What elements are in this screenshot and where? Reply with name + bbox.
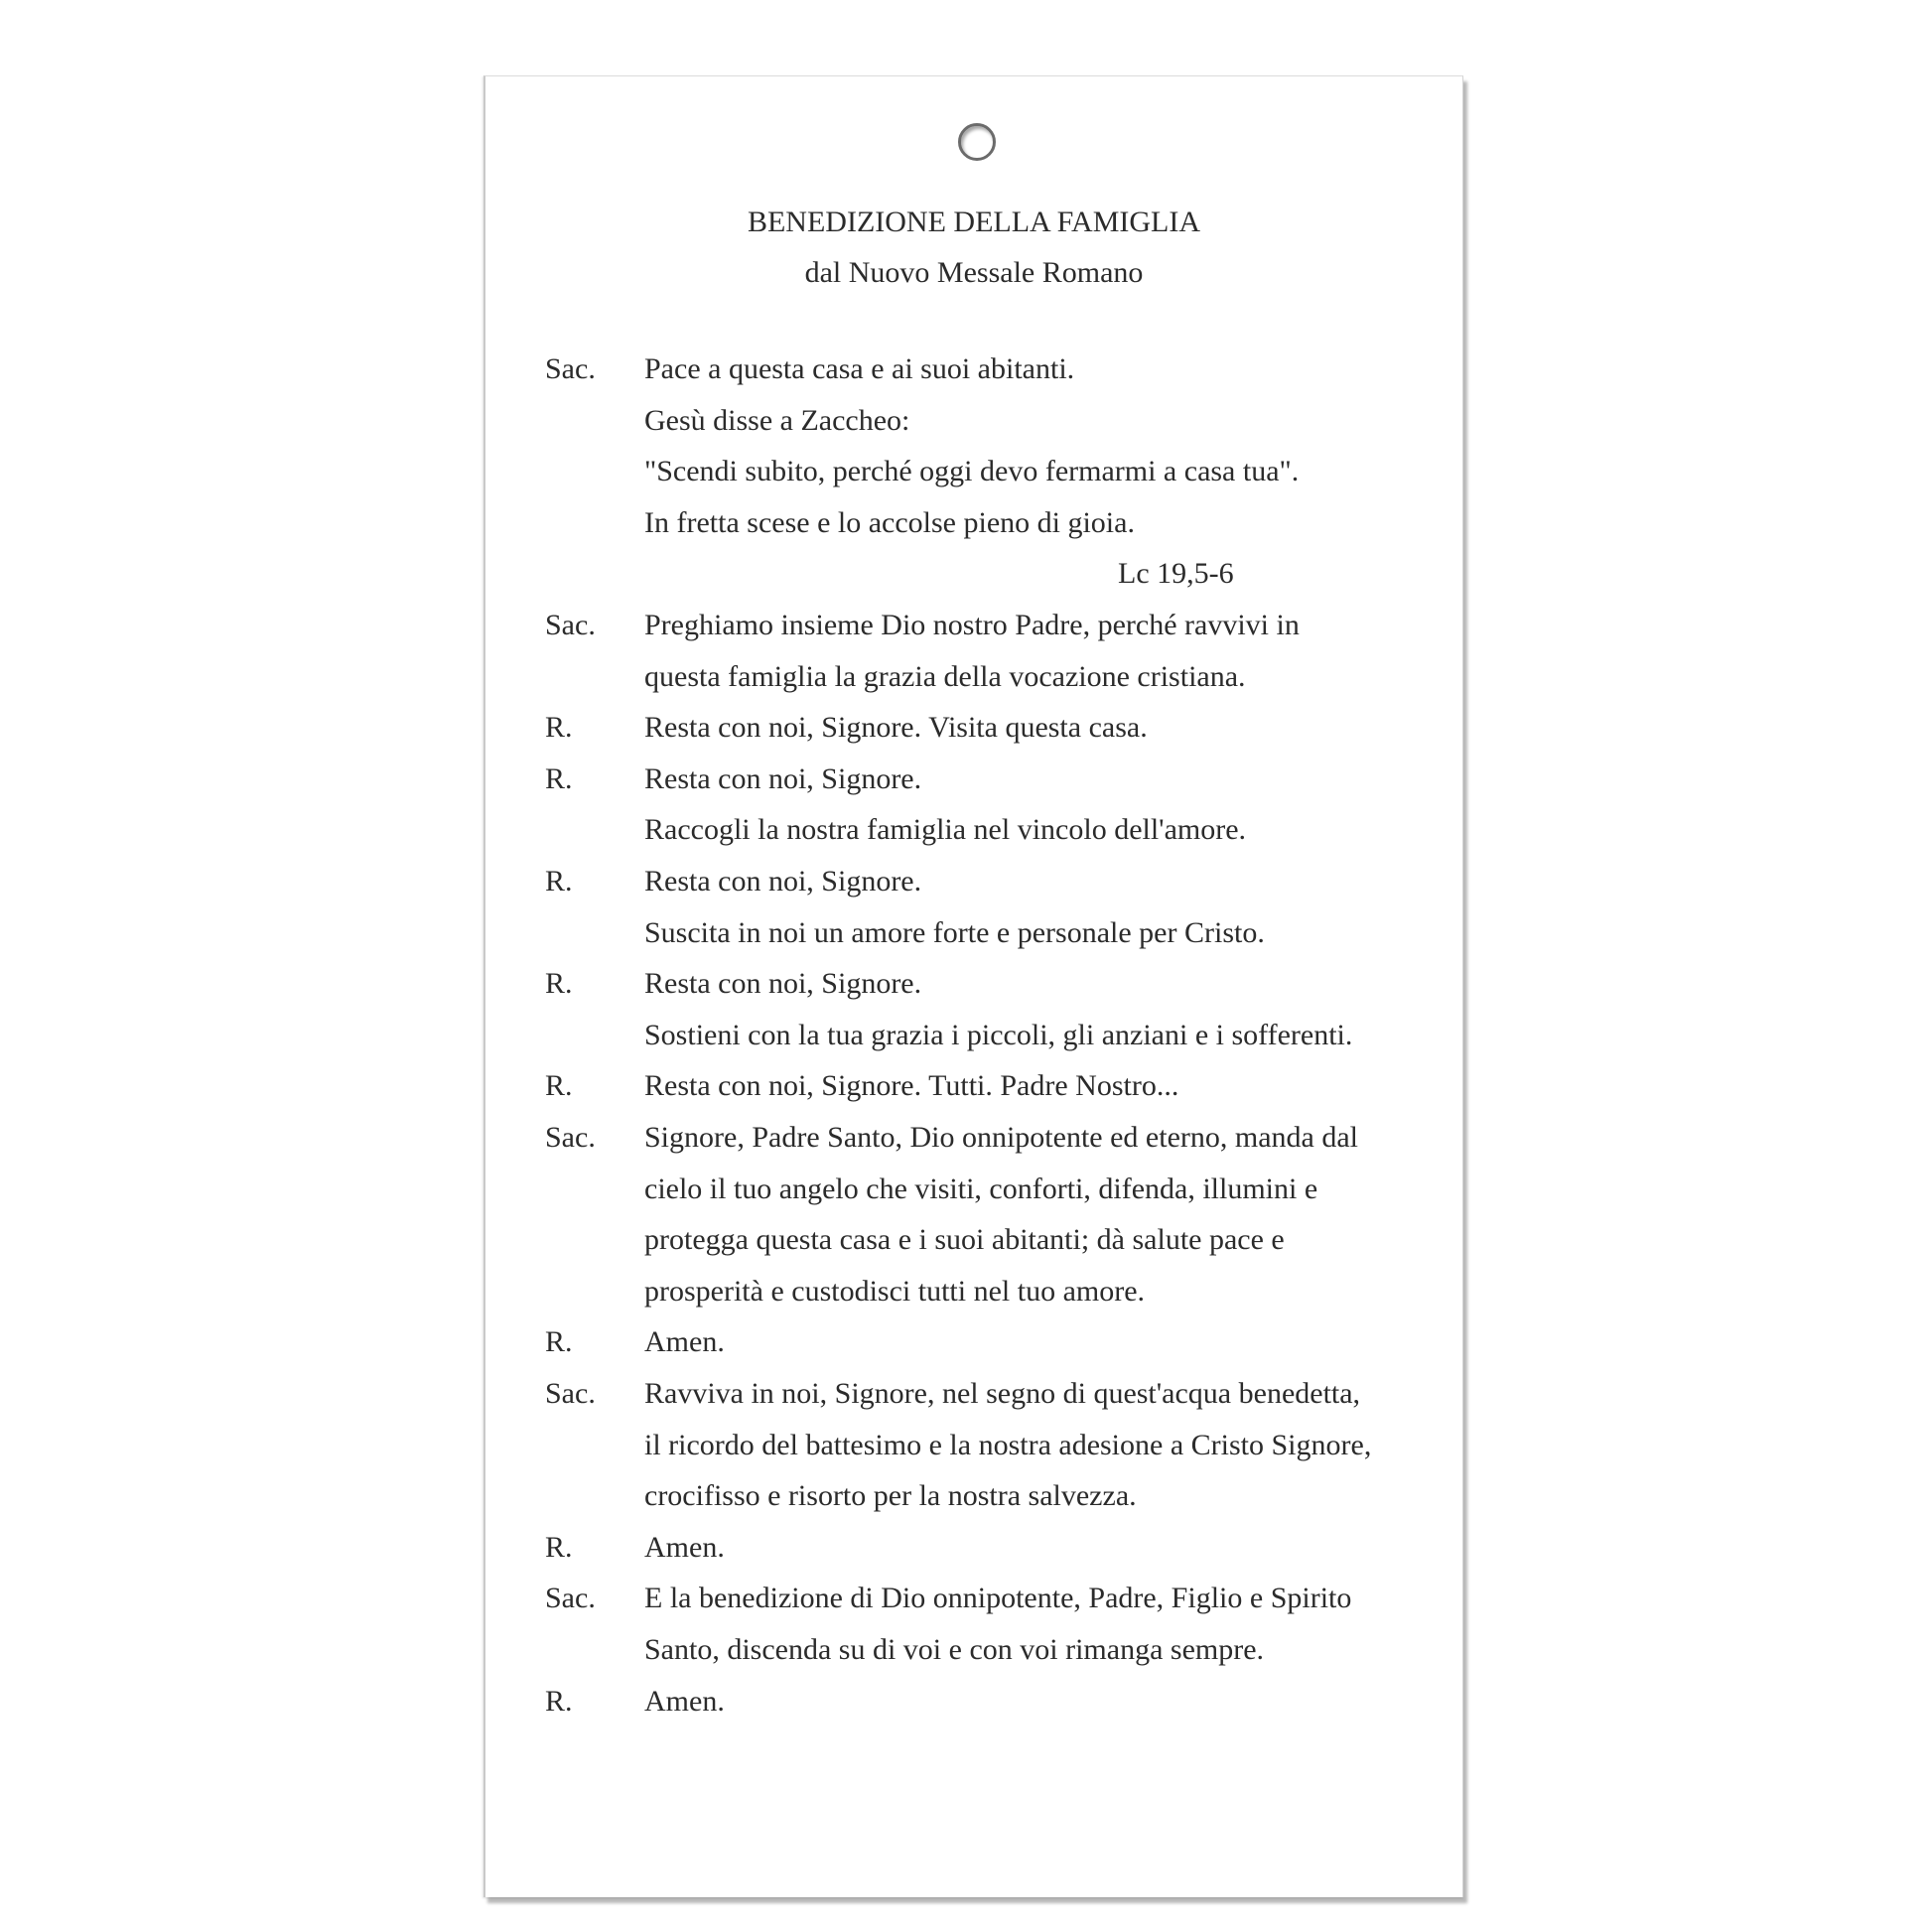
speaker-label: R. — [545, 1069, 573, 1102]
prayer-line: Amen. — [644, 1685, 725, 1718]
speaker-label: R. — [545, 1531, 573, 1564]
prayer-line: Resta con noi, Signore. — [644, 967, 922, 1000]
speaker-label: R. — [545, 865, 573, 897]
prayer-line: crocifisso e risorto per la nostra salvezza. — [644, 1479, 1137, 1512]
prayer-line: Ravviva in noi, Signore, nel segno di quest'acqua benedetta, — [644, 1377, 1361, 1410]
scripture-reference: Lc 19,5-6 — [1118, 557, 1234, 590]
prayer-line: In fretta scese e lo accolse pieno di gioia. — [644, 506, 1135, 539]
card-subtitle: dal Nuovo Messale Romano — [804, 256, 1144, 289]
prayer-line: Pace a questa casa e ai suoi abitanti. — [644, 352, 1075, 385]
prayer-line: Resta con noi, Signore. — [644, 762, 922, 795]
prayer-line: Raccogli la nostra famiglia nel vincolo dell'amore. — [644, 813, 1247, 846]
speaker-label: R. — [545, 711, 573, 744]
prayer-line: il ricordo del battesimo e la nostra adesione a Cristo Signore, — [644, 1429, 1372, 1461]
prayer-line: Resta con noi, Signore. Tutti. Padre Nostro... — [644, 1069, 1179, 1102]
speaker-label: R. — [545, 762, 573, 795]
prayer-line: Sostieni con la tua grazia i piccoli, gli anziani e i sofferenti. — [644, 1019, 1353, 1051]
prayer-line: Preghiamo insieme Dio nostro Padre, perché ravvivi in — [644, 609, 1300, 641]
prayer-line: cielo il tuo angelo che visiti, conforti, difenda, illumini e — [644, 1173, 1318, 1205]
prayer-line: Suscita in noi un amore forte e personale per Cristo. — [644, 916, 1265, 949]
prayer-card — [483, 75, 1463, 1897]
prayer-line: "Scendi subito, perché oggi devo fermarmi a casa tua". — [644, 455, 1300, 487]
prayer-line: questa famiglia la grazia della vocazione cristiana. — [644, 660, 1246, 693]
prayer-line: E la benedizione di Dio onnipotente, Padre, Figlio e Spirito — [644, 1582, 1352, 1614]
prayer-line: Resta con noi, Signore. Visita questa casa. — [644, 711, 1148, 744]
card-title: BENEDIZIONE DELLA FAMIGLIA — [747, 206, 1201, 238]
speaker-label: R. — [545, 1685, 573, 1718]
prayer-line: Signore, Padre Santo, Dio onnipotente ed eterno, manda dal — [644, 1121, 1358, 1154]
speaker-label: Sac. — [545, 1582, 596, 1614]
prayer-line: Resta con noi, Signore. — [644, 865, 922, 897]
prayer-line: Gesù disse a Zaccheo: — [644, 404, 910, 437]
prayer-line: Amen. — [644, 1325, 725, 1358]
speaker-label: R. — [545, 1325, 573, 1358]
speaker-label: Sac. — [545, 609, 596, 641]
prayer-line: prosperità e custodisci tutti nel tuo amore. — [644, 1275, 1146, 1308]
prayer-line: protegga questa casa e i suoi abitanti; dà salute pace e — [644, 1223, 1285, 1256]
punch-hole — [958, 123, 996, 161]
speaker-label: R. — [545, 967, 573, 1000]
prayer-line: Amen. — [644, 1531, 725, 1564]
speaker-label: Sac. — [545, 352, 596, 385]
prayer-line: Santo, discenda su di voi e con voi rimanga sempre. — [644, 1633, 1265, 1666]
speaker-label: Sac. — [545, 1121, 596, 1154]
speaker-label: Sac. — [545, 1377, 596, 1410]
